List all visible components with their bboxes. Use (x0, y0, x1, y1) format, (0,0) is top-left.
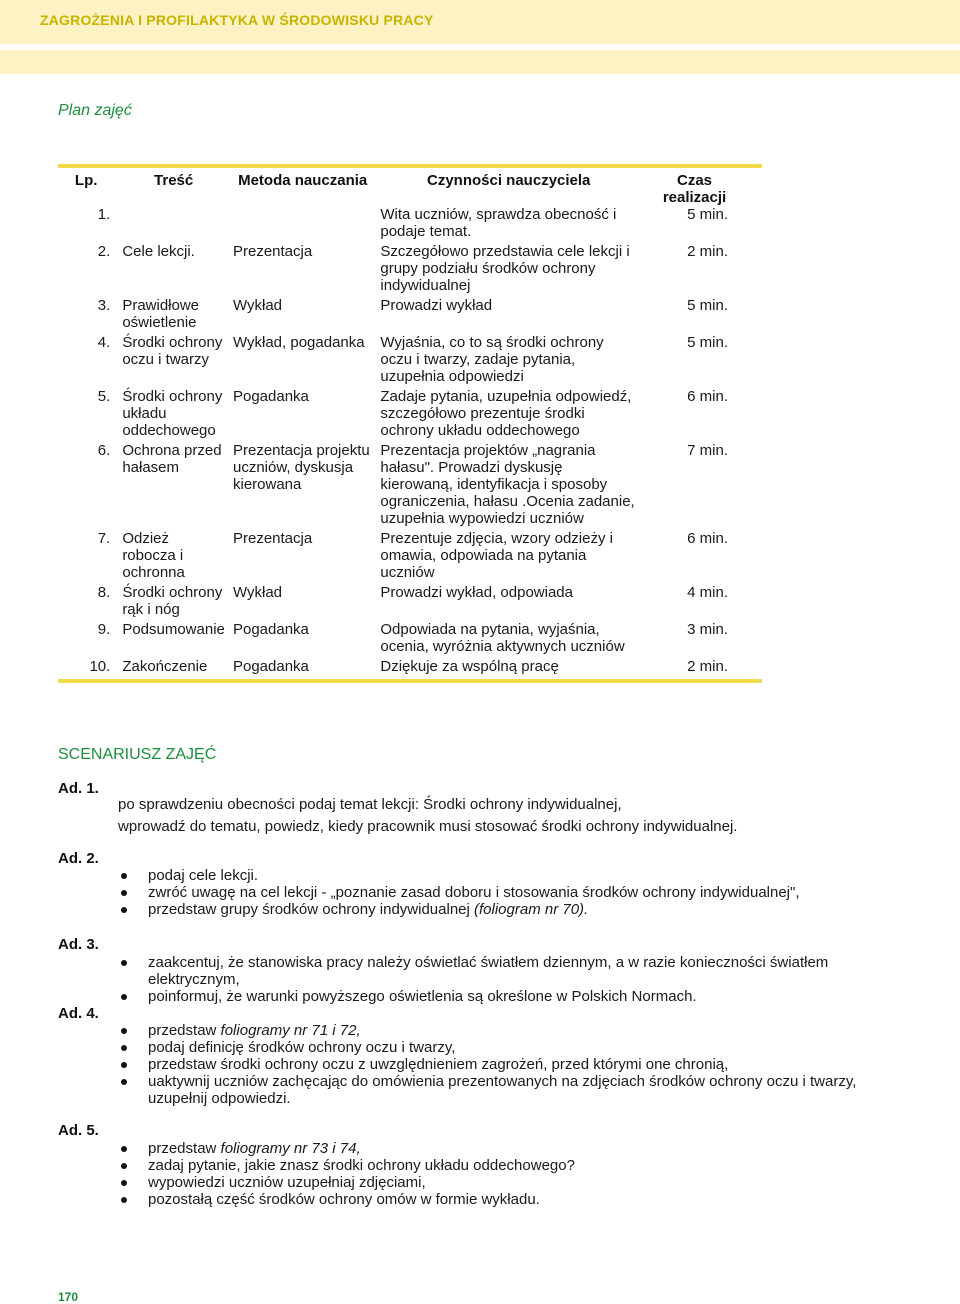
table-header-row (58, 166, 762, 206)
cell-metoda: Wykład (232, 584, 283, 601)
cell-czynnosci: Prowadzi wykład (380, 297, 493, 314)
ad3-item-text: zaakcentuj, że stanowiska pracy należy oświetlać światłem dziennym, a w razie konieczności światłem elektrycznym, (148, 954, 829, 988)
cell-czas: 6 min. (687, 530, 728, 547)
table-row (58, 297, 762, 334)
bullet-icon (121, 1079, 127, 1085)
ad5-label: Ad. 5. (58, 1122, 99, 1139)
ad4-item-text: uaktywnij uczniów zachęcając do omówienia prezentowanych na zdjęciach środków ochrony oczu i twarzy, uzupełnij odpowiedzi. (148, 1073, 857, 1107)
bullet-icon (121, 1045, 127, 1051)
bullet-icon (121, 907, 127, 913)
cell-tresc: Ochrona przed hałasem (122, 442, 222, 476)
table-row (58, 388, 762, 442)
header-title: ZAGROŻENIA I PROFILAKTYKA W ŚRODOWISKU PRACY (40, 12, 434, 28)
list-item (118, 954, 858, 988)
cell-lp: 9. (97, 621, 111, 638)
cell-metoda: Wykład (232, 297, 283, 314)
cell-lp: 7. (97, 530, 111, 547)
header-stripe (0, 44, 960, 50)
col-header-czas: Czas realizacji (641, 166, 762, 206)
cell-czas: 7 min. (687, 442, 728, 459)
page-number: 170 (58, 1290, 79, 1304)
cell-lp: 4. (97, 334, 111, 351)
list-item (118, 988, 858, 1005)
ad1-label: Ad. 1. (58, 780, 99, 797)
plan-title: Plan zajęć (58, 102, 132, 119)
cell-tresc: Środki ochrony rąk i nóg (122, 584, 223, 618)
ad5-list (118, 1140, 858, 1208)
cell-metoda: Prezentacja projektu uczniów, dyskusja kierowana (232, 442, 370, 493)
list-item (118, 1039, 858, 1056)
cell-lp: 1. (97, 206, 111, 223)
list-item (118, 1157, 858, 1174)
cell-czas: 2 min. (687, 243, 728, 260)
cell-lp: 10. (58, 658, 118, 681)
cell-lp: 5. (97, 388, 111, 405)
cell-czynnosci: Prezentacja projektów „nagrania hałasu". Prowadzi dyskusję kierowaną, identyfikacja i sposoby ograniczenia, hałasu .Ocenia zadanie, uzupełnia wypowiedzi uczniów (380, 442, 635, 527)
ad4-item-text: przedstaw (148, 1022, 217, 1039)
ad2-list (118, 867, 858, 918)
cell-metoda: Prezentacja (232, 530, 313, 547)
list-item (118, 1056, 858, 1073)
bullet-icon (121, 994, 127, 1000)
list-item (118, 1140, 858, 1157)
ad2-item-italic: (foliogram nr 70). (474, 901, 589, 918)
ad4-item-text: przedstaw środki ochrony oczu z uwzględnieniem zagrożeń, przed którymi one chronią, (148, 1056, 729, 1073)
ad5-item-italic: foliogramy nr 73 i 74, (220, 1140, 361, 1157)
cell-metoda: Pogadanka (229, 658, 376, 681)
cell-tresc: Prawidłowe oświetlenie (122, 297, 200, 331)
ad4-list (118, 1022, 858, 1107)
bullet-icon (121, 1028, 127, 1034)
ad4-item-italic: foliogramy nr 71 i 72, (220, 1022, 361, 1039)
lesson-plan-table (58, 164, 762, 683)
col-header-lp: Lp. (58, 166, 118, 206)
ad3-label: Ad. 3. (58, 936, 99, 953)
cell-tresc: Cele lekcji. (122, 243, 195, 260)
cell-metoda (229, 206, 376, 243)
cell-czynnosci: Dziękuje za wspólną pracę (376, 658, 641, 681)
cell-czynnosci: Wyjaśnia, co to są środki ochrony oczu i twarzy, zadaje pytania, uzupełnia odpowiedzi (380, 334, 604, 385)
bullet-icon (121, 1180, 127, 1186)
cell-metoda: Wykład, pogadanka (232, 334, 365, 351)
col-header-metoda: Metoda nauczania (229, 166, 376, 206)
bullet-icon (121, 890, 127, 896)
table-row (58, 621, 762, 658)
cell-lp: 3. (97, 297, 111, 314)
bullet-icon (121, 1062, 127, 1068)
table-row (58, 584, 762, 621)
cell-czas: 6 min. (687, 388, 728, 405)
cell-tresc: Środki ochrony układu oddechowego (122, 388, 223, 439)
ad5-item-text: wypowiedzi uczniów uzupełniaj zdjęciami, (148, 1174, 426, 1191)
list-item (118, 1174, 858, 1191)
col-header-tresc: Treść (118, 166, 229, 206)
col-header-czynnosci: Czynności nauczyciela (376, 166, 641, 206)
ad2-item-text: zwróć uwagę na cel lekcji - „poznanie zasad doboru i stosowania środków ochrony indywidualnej", (148, 884, 800, 901)
list-item (118, 867, 858, 884)
ad1-line1: po sprawdzeniu obecności podaj temat lekcji: Środki ochrony indywidualnej, (118, 796, 622, 813)
ad3-list (118, 954, 858, 1005)
ad2-item-text: podaj cele lekcji. (148, 867, 259, 884)
list-item (118, 1073, 858, 1107)
ad5-item-text: zadaj pytanie, jakie znasz środki ochrony układu oddechowego? (148, 1157, 575, 1174)
cell-tresc: Środki ochrony oczu i twarzy (122, 334, 223, 368)
cell-lp: 2. (97, 243, 111, 260)
cell-tresc: Podsumowanie (122, 621, 225, 638)
ad4-label: Ad. 4. (58, 1005, 99, 1022)
cell-czas: 5 min. (687, 206, 728, 223)
cell-lp: 8. (97, 584, 111, 601)
cell-czynnosci: Prowadzi wykład, odpowiada (380, 584, 573, 601)
ad3-item-text: poinformuj, że warunki powyższego oświetlenia są określone w Polskich Normach. (148, 988, 697, 1005)
bullet-icon (121, 1163, 127, 1169)
list-item (118, 901, 858, 918)
table-row (58, 442, 762, 530)
cell-czas: 2 min. (641, 658, 762, 681)
cell-tresc: Zakończenie (118, 658, 229, 681)
bullet-icon (121, 1146, 127, 1152)
cell-tresc (118, 206, 229, 243)
list-item (118, 884, 858, 901)
list-item (118, 1191, 858, 1208)
cell-czas: 4 min. (687, 584, 728, 601)
table-row (58, 334, 762, 388)
ad2-item-text: przedstaw grupy środków ochrony indywidualnej (148, 901, 470, 918)
scenario-title: SCENARIUSZ ZAJĘĆ (58, 746, 217, 763)
cell-czynnosci: Wita uczniów, sprawdza obecność i podaje temat. (380, 206, 617, 240)
cell-czynnosci: Szczegółowo przedstawia cele lekcji i grupy podziału środków ochrony indywidualnej (380, 243, 630, 294)
cell-metoda: Pogadanka (232, 388, 309, 405)
ad5-item-text: przedstaw (148, 1140, 217, 1157)
cell-tresc: Odzież robocza i ochronna (122, 530, 185, 581)
bullet-icon (121, 960, 127, 966)
cell-czas: 5 min. (687, 297, 728, 314)
bullet-icon (121, 1197, 127, 1203)
table-row (58, 658, 762, 681)
cell-czynnosci: Odpowiada na pytania, wyjaśnia, ocenia, wyróżnia aktywnych uczniów (380, 621, 625, 655)
table-row (58, 530, 762, 584)
cell-lp: 6. (97, 442, 111, 459)
table-row (58, 243, 762, 297)
ad1-line2: wprowadź do tematu, powiedz, kiedy pracownik musi stosować środki ochrony indywidualnej. (118, 818, 738, 835)
cell-metoda: Prezentacja (232, 243, 313, 260)
ad5-item-text: pozostałą część środków ochrony omów w formie wykładu. (148, 1191, 540, 1208)
cell-metoda: Pogadanka (232, 621, 309, 638)
ad4-item-text: podaj definicję środków ochrony oczu i twarzy, (148, 1039, 456, 1056)
cell-czynnosci: Zadaje pytania, uzupełnia odpowiedź, szczegółowo prezentuje środki ochrony układu oddechowego (380, 388, 632, 439)
cell-czas: 3 min. (687, 621, 728, 638)
table-row (58, 206, 762, 243)
cell-czas: 5 min. (687, 334, 728, 351)
cell-czynnosci: Prezentuje zdjęcia, wzory odzieży i omawia, odpowiada na pytania uczniów (380, 530, 613, 581)
ad2-label: Ad. 2. (58, 850, 99, 867)
bullet-icon (121, 873, 127, 879)
list-item (118, 1022, 858, 1039)
